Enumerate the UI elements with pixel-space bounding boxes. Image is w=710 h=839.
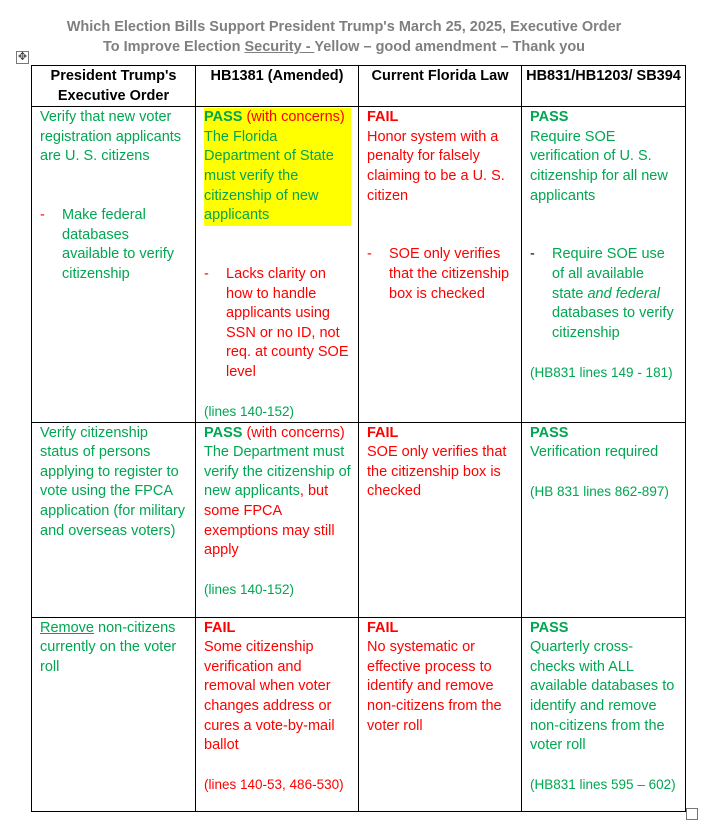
table-resize-handle-icon[interactable] <box>686 808 698 820</box>
comparison-table <box>31 65 686 812</box>
header-florida-law: Current Florida Law <box>359 66 522 107</box>
document-title-line-2 <box>0 37 688 57</box>
row1-hb1381-bullet-text: Lacks clarity on how to handle applicants using SSN or no ID, not req. at county SOE level <box>226 265 349 380</box>
row3-hb1381-cell <box>196 617 359 811</box>
row3-florida-text: No systematic or effective process to identify and remove non-citizens from the voter roll <box>367 639 502 734</box>
row2-executive-order-cell <box>32 422 196 617</box>
row1-executive-order-cell <box>32 107 196 423</box>
bullet-dash: - <box>367 246 372 263</box>
row1-eo-text: Verify that new voter registration applicants are U. S. citizens <box>40 109 182 165</box>
row2-hb1381-ref: (lines 140-152) <box>204 582 295 598</box>
row1-florida-text: Honor system with a penalty for falsely claiming to be a U. S. citizen <box>367 128 505 204</box>
title-line2-post: Yellow – good amendment – Thank you <box>314 39 586 55</box>
row1-hb831-cell <box>522 107 686 423</box>
row3-hb1381-text: Some citizenship verification and removal when voter changes address or cures a vote-by-mail ballot <box>204 639 335 754</box>
row2-hb831-cell <box>522 422 686 617</box>
bullet-dash: - <box>530 246 535 263</box>
row1-hb1381-qualifier: (with concerns) <box>242 109 345 126</box>
table-move-handle-icon[interactable]: ✥ <box>17 51 28 63</box>
row3-eo-text: Remove non-citizens currently on the voter roll <box>40 619 177 675</box>
row3-executive-order-cell <box>32 617 196 811</box>
row1-hb1381-highlight <box>204 108 351 226</box>
row1-hb1381-status: PASS <box>204 109 243 126</box>
table-row <box>32 617 686 811</box>
row3-florida-status: FAIL <box>367 619 399 636</box>
row2-eo-text: Verify citizenship status of persons applying to register to vote using the FPCA application (for military and overseas voters) <box>40 424 186 539</box>
row2-florida-status: FAIL <box>367 424 399 441</box>
row2-hb831-ref: (HB 831 lines 862-897) <box>530 484 669 500</box>
row1-florida-cell <box>359 107 522 423</box>
row2-hb1381-qualifier: (with concerns) <box>242 424 345 441</box>
row1-hb831-bullet-text: Require SOE use of all available state and federal databases to verify citizenship <box>552 246 674 341</box>
row1-florida-bullet-text: SOE only verifies that the citizenship box is checked <box>389 246 510 302</box>
row3-hb1381-ref: (lines 140-53, 486-530) <box>204 777 344 793</box>
row2-florida-cell <box>359 422 522 617</box>
row2-hb1381-status: PASS <box>204 424 243 441</box>
row3-hb831-text: Quarterly cross-checks with ALL available databases to identify and remove non-citizens from the voter roll <box>530 639 675 754</box>
row3-eo-remove-link[interactable]: Remove <box>40 619 94 636</box>
row3-hb831-status: PASS <box>530 619 569 636</box>
row1-hb831-bullet <box>530 245 678 343</box>
bullet-dash: - <box>40 207 45 224</box>
row1-florida-bullet <box>367 245 514 304</box>
row3-hb1381-status: FAIL <box>204 619 236 636</box>
header-row <box>32 66 686 107</box>
bullet-dash: - <box>204 265 209 282</box>
row2-hb831-status: PASS <box>530 424 569 441</box>
row3-florida-cell <box>359 617 522 811</box>
row1-eo-bullet <box>40 206 188 284</box>
header-hb831: HB831/HB1203/ SB394 <box>522 66 686 107</box>
row1-hb831-text: Require SOE verification of U. S. citizenship for all new applicants <box>530 128 668 204</box>
header-executive-order: President Trump's Executive Order <box>32 66 196 107</box>
row1-hb831-ref: (HB831 lines 149 - 181) <box>530 364 673 380</box>
row2-hb831-text: Verification required <box>530 444 659 461</box>
table-row <box>32 422 686 617</box>
row1-hb1381-ref: (lines 140-152) <box>204 404 295 420</box>
row2-hb1381-text: The Department must verify the citizenship of new applicants, but some FPCA exemptions may still apply <box>204 444 351 559</box>
row1-florida-status: FAIL <box>367 109 399 126</box>
row3-hb831-ref: (HB831 lines 595 – 602) <box>530 777 676 793</box>
row1-hb1381-cell <box>196 107 359 423</box>
title-line2-underlined: Security - <box>244 39 315 55</box>
header-hb1381: HB1381 (Amended) <box>196 66 359 107</box>
row1-hb1381-text: The Florida Department of State must verify the citizenship of new applicants <box>204 128 334 224</box>
row3-hb831-cell <box>522 617 686 811</box>
row1-hb831-status: PASS <box>530 109 569 126</box>
table-row <box>32 107 686 423</box>
title-line2-pre: To Improve Election <box>102 39 245 55</box>
row1-hb1381-bullet <box>204 265 351 383</box>
row1-eo-bullet-text: Make federal databases available to verify citizenship <box>62 207 175 282</box>
row2-florida-text: SOE only verifies that the citizenship box is checked <box>367 444 507 500</box>
row2-hb1381-cell <box>196 422 359 617</box>
document-title-line-1: Which Election Bills Support President Trump's March 25, 2025, Executive Order <box>66 19 622 35</box>
